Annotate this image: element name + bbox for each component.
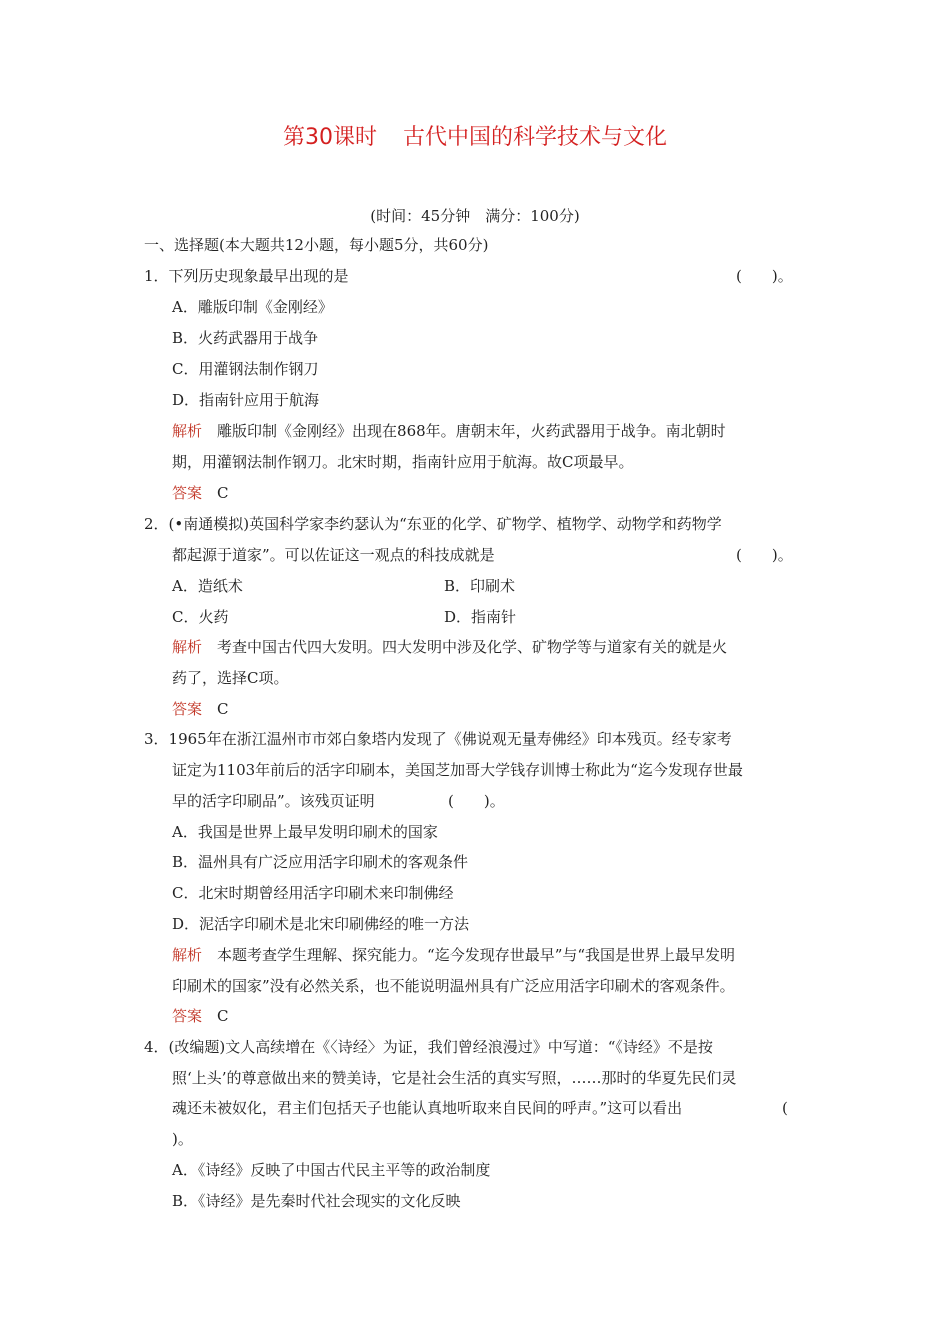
q1-explanation	[172, 421, 726, 441]
q2-answer-value: C	[217, 700, 229, 718]
answer-label: 答案	[172, 484, 203, 502]
q2-stem-line1: 2．(•南通模拟)英国科学家李约瑟认为“东亚的化学、矿物学、植物学、动物学和药物学	[144, 515, 722, 533]
q4-answer-blank-close: )。	[172, 1130, 193, 1148]
lesson-number: 第30课时	[282, 125, 377, 150]
q3-explanation	[172, 945, 735, 965]
q3-answer	[172, 1006, 229, 1026]
q3-answer-value: C	[217, 1007, 229, 1025]
q1-stem: 1．下列历史现象最早出现的是	[144, 267, 349, 285]
q4-option-a: A．《诗经》反映了中国古代民主平等的政治制度	[172, 1161, 491, 1179]
section-heading: 一、选择题(本大题共12小题，每小题5分，共60分)	[144, 236, 489, 254]
q3-answer-blank: ( )。	[448, 792, 505, 810]
q1-explain-line1: 雕版印制《金刚经》出现在868年。唐朝末年，火药武器用于战争。南北朝时	[217, 422, 726, 440]
answer-label: 答案	[172, 1007, 203, 1025]
q2-explain-line2: 药了，选择C项。	[172, 669, 289, 687]
q1-answer-value: C	[217, 484, 229, 502]
q1-option-b: B．火药武器用于战争	[172, 329, 319, 347]
q1-answer	[172, 483, 229, 503]
q2-option-d: D．指南针	[444, 608, 517, 626]
q3-stem-line1: 3．1965年在浙江温州市市郊白象塔内发现了《佛说观无量寿佛经》印本残页。经专家考	[144, 730, 732, 748]
q3-stem-line2: 证定为1103年前后的活字印刷本，美国芝加哥大学钱存训博士称此为“迄今发现存世最	[172, 761, 743, 779]
exam-meta: (时间：45分钟 满分：100分)	[370, 207, 580, 225]
q3-option-d: D．泥活字印刷术是北宋印刷佛经的唯一方法	[172, 915, 470, 933]
page-title	[0, 120, 950, 151]
q3-explain-line2: 印刷术的国家”没有必然关系，也不能说明温州具有广泛应用活字印刷术的客观条件。	[172, 977, 735, 995]
q2-option-a: A．造纸术	[172, 577, 243, 595]
explain-label: 解析	[172, 422, 203, 440]
q4-stem-line1: 4．(改编题)文人高续增在《〈诗经〉为证，我们曾经浪漫过》中写道：“《诗经》不是按	[144, 1038, 713, 1056]
q4-answer-blank-open: (	[782, 1099, 788, 1117]
explain-label: 解析	[172, 638, 203, 656]
q1-explain-line2: 期，用灌钢法制作钢刀。北宋时期，指南针应用于航海。故C项最早。	[172, 453, 634, 471]
q2-explain-line1: 考查中国古代四大发明。四大发明中涉及化学、矿物学等与道家有关的就是火	[217, 638, 728, 656]
q3-stem-line3: 早的活字印刷品”。该残页证明	[172, 792, 375, 810]
q1-answer-blank: ( )。	[736, 267, 793, 285]
q2-explanation	[172, 637, 727, 657]
lesson-title: 古代中国的科学技术与文化	[402, 125, 667, 150]
explain-label: 解析	[172, 946, 203, 964]
q2-option-b: B．印刷术	[444, 577, 516, 595]
q2-stem-line2: 都起源于道家”。可以佐证这一观点的科技成就是	[172, 546, 495, 564]
q2-option-c: C．火药	[172, 608, 229, 626]
q3-option-c: C．北宋时期曾经用活字印刷术来印制佛经	[172, 884, 454, 902]
q4-option-b: B．《诗经》是先秦时代社会现实的文化反映	[172, 1192, 461, 1210]
q2-answer	[172, 699, 229, 719]
q4-stem-line2: 照‘上头’的尊意做出来的赞美诗，它是社会生活的真实写照，……那时的华夏先民们灵	[172, 1069, 737, 1087]
q3-option-b: B．温州具有广泛应用活字印刷术的客观条件	[172, 853, 469, 871]
q3-option-a: A．我国是世界上最早发明印刷术的国家	[172, 823, 438, 841]
q1-option-c: C．用灌钢法制作钢刀	[172, 360, 319, 378]
answer-label: 答案	[172, 700, 203, 718]
q1-option-a: A．雕版印制《金刚经》	[172, 298, 333, 316]
q4-stem-line3: 魂还未被奴化，君主们包括天子也能认真地听取来自民间的呼声。”这可以看出	[172, 1099, 683, 1117]
q2-answer-blank: ( )。	[736, 546, 793, 564]
q1-option-d: D．指南针应用于航海	[172, 391, 320, 409]
q3-explain-line1: 本题考查学生理解、探究能力。“迄今发现存世最早”与“我国是世界上最早发明	[217, 946, 736, 964]
